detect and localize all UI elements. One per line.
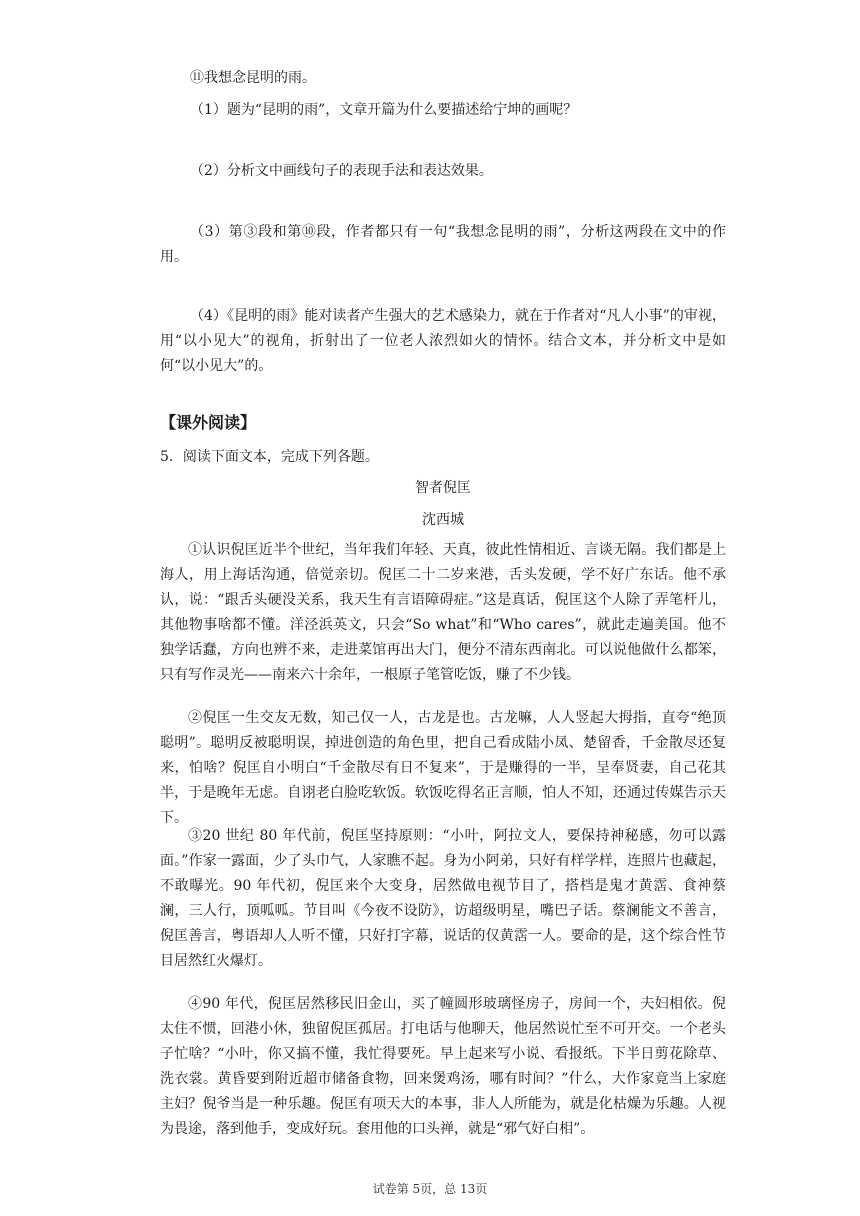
question-1: （1）题为“昆明的雨”，文章开篇为什么要描述给宁坤的画呢？ [190,102,578,118]
article-paragraph-2: ②倪匡一生交友无数，知己仅一人，古龙是也。古龙嘛，人人竖起大拇指，直夸“绝顶聪明”。聪明反被聪明误，掉进创造的角色里，把自己看成陆小凤、楚留香，千金散尽还复来，怕啥？倪匡自小明白“千金散尽有日不复来”，于是赚得的一半，呈奉贤妻，自己花其半，于是晚年无虑。自诩老白脸吃软饭。软饭吃得名正言顺，怕人不知，还通过传媒告示天下。 [160,710,726,826]
question-2: （2）分析文中画线句子的表现手法和表达效果。 [190,163,493,179]
article-paragraph-3: ③20 世纪 80 年代前，倪匡坚持原则：“小叶，阿拉文人，要保持神秘感，勿可以露面。”作家一露面，少了头巾气，人家瞧不起。身为小阿弟，只好有样学样，连照片也藏起，不敢曝光。90 年代初，倪匡来个大变身，居然做电视节目了，搭档是鬼才黄霑、食神蔡澜，三人行，顶呱呱。节目叫《今夜不设防》，访超级明星，嘴巴子话。蔡澜能文不善言，倪匡善言，粤语却人人听不懂，只好打字幕，说话的仅黄霑一人。要命的是，这个综合性节目居然红火爆灯。 [160,828,726,969]
article-paragraph-1: ①认识倪匡近半个世纪，当年我们年轻、天真，彼此性情相近、言谈无隔。我们都是上海人，用上海话沟通，倍觉亲切。倪匡二十二岁来港，舌头发硬，学不好广东话。他不承认，说：“跟舌头硬没关系，我天生有言语障碍症。”这是真话，倪匡这个人除了弄笔杆儿，其他物事啥都不懂。洋泾浜英文，只会“So what”和“Who cares”，就此走遍美国。他不独学话蠢，方向也辨不来，走进菜馆再出大门，便分不清东西南北。可以说他做什么都笨，只有写作灵光——南来六十余年，一根原子笔管吃饭，赚了不少钱。 [160,542,726,683]
article-paragraph-4: ④90 年代，倪匡居然移民旧金山，买了幢圆形玻璃怪房子，房间一个，夫妇相依。倪太住不惯，回港小休，独留倪匡孤居。打电话与他聊天，他居然说忙至不可开交。一个老头子忙啥？“小叶，你又搞不懂，我忙得要死。早上起来写小说、看报纸。下半日剪花除草、洗衣裳。黄昏要到附近超市储备食物，回来煲鸡汤，哪有时间？”什么，大作家竟当上家庭主妇？倪爷当是一种乐趣。倪匡有项天大的本事，非人人所能为，就是化枯燥为乐趣。人视为畏途，落到他手，变成好玩。套用他的口头禅，就是“邪气好白相”。 [160,996,726,1137]
paragraph-11: ⑪我想念昆明的雨。 [190,70,316,86]
page-footer: 试卷第 5页，总 13页 [372,1182,488,1196]
task-instruction: 5．阅读下面文本，完成下列各题。 [160,449,379,465]
question-4: （4）《昆明的雨》能对读者产生强大的艺术感染力，就在于作者对“凡人小事”的审视，用“以小见大”的视角，折射出了一位老人浓烈如火的情怀。结合文本，并分析文中是如何“以小见大”的。 [160,308,726,374]
question-3: （3）第③段和第⑩段，作者都只有一句“我想念昆明的雨”，分析这两段在文中的作用。 [160,224,726,265]
article-title: 智者倪匡 [415,480,471,496]
article-author: 沈西城 [422,512,464,528]
section-title: 【课外阅读】 [160,413,257,432]
